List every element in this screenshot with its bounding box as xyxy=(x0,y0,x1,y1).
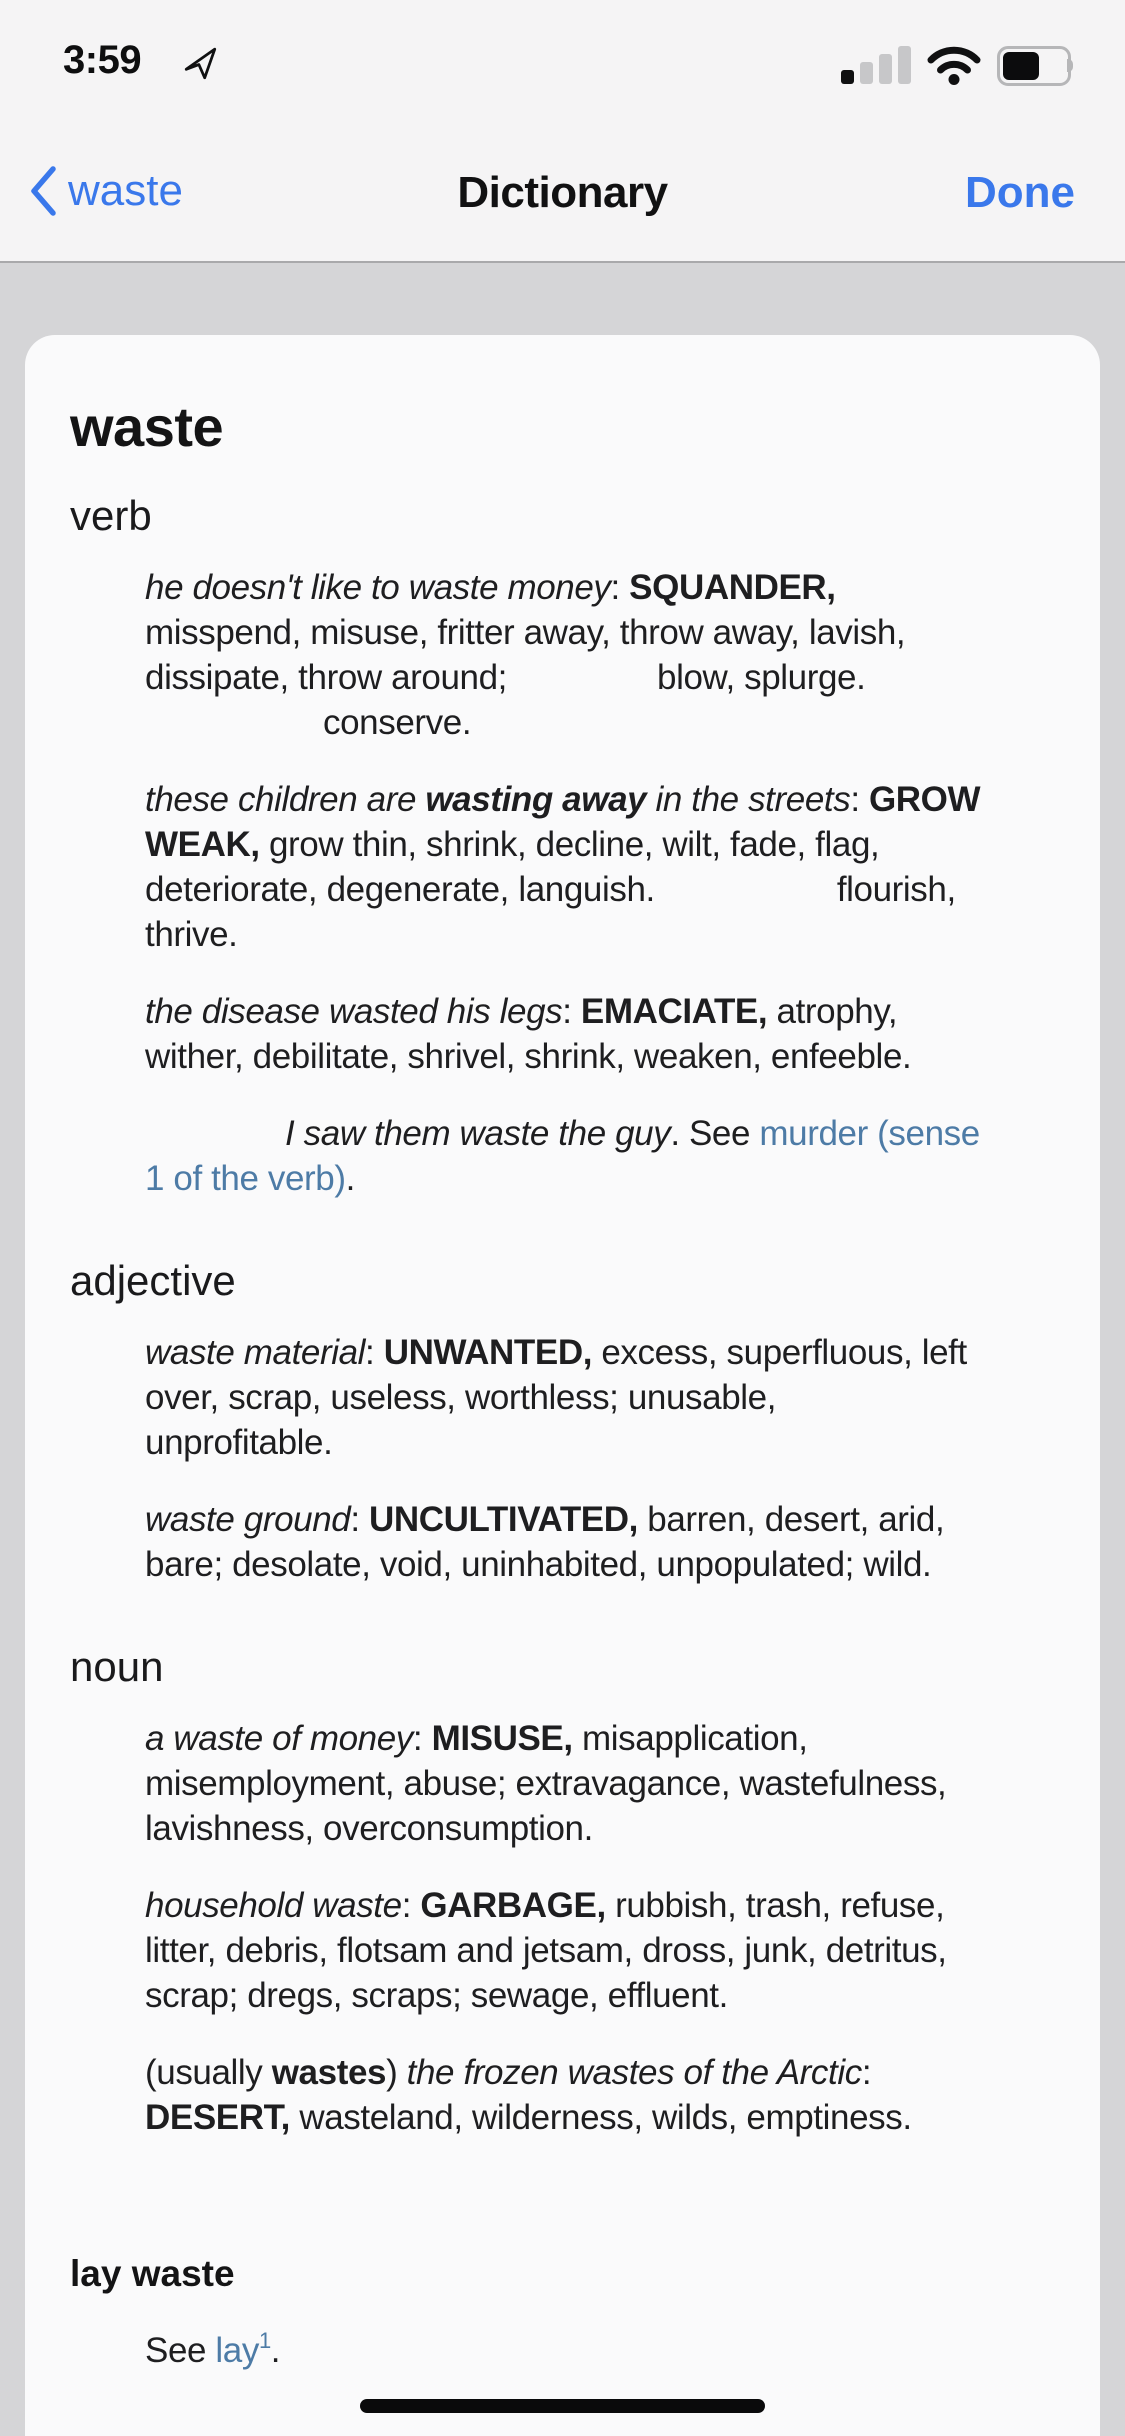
text-segment: thrive. xyxy=(145,915,238,954)
sense-line xyxy=(145,1716,1066,1761)
text-segment: . xyxy=(345,1159,355,1198)
sense-line xyxy=(145,2095,1066,2140)
sense-line xyxy=(145,1034,1066,1079)
cellular-signal-icon xyxy=(841,44,911,86)
text-segment: See xyxy=(145,2331,216,2370)
sense-line xyxy=(145,1156,1066,1201)
sense-paragraph xyxy=(145,989,1066,1079)
cross-reference-link[interactable]: 1 xyxy=(258,2328,271,2353)
sense-line xyxy=(145,610,1066,655)
text-segment: . See xyxy=(670,1114,760,1153)
entry-sections xyxy=(70,491,1066,2373)
cross-reference-link[interactable]: murder (sense xyxy=(759,1114,980,1153)
text-segment: lavishness, overconsumption. xyxy=(145,1809,593,1848)
phrase-block xyxy=(70,2250,1066,2373)
text-segment: : xyxy=(401,1886,421,1925)
text-segment: excess, superfluous, left xyxy=(592,1333,967,1372)
sense-paragraph xyxy=(145,1883,1066,2018)
sense-line xyxy=(145,1375,1066,1420)
text-segment: blow, splurge. xyxy=(657,658,866,697)
text-segment: these children are xyxy=(145,780,426,819)
sense-line xyxy=(145,1497,1066,1542)
sense-paragraph xyxy=(145,1330,1066,1465)
text-segment: litter, debris, flotsam and jetsam, dross, junk, detritus, xyxy=(145,1931,947,1970)
home-indicator[interactable] xyxy=(360,2399,765,2413)
text-segment: . xyxy=(270,2331,281,2370)
text-segment: : xyxy=(562,992,581,1031)
sense-line xyxy=(145,777,1066,822)
sense-line xyxy=(145,2050,1066,2095)
hidden-label-gap xyxy=(145,733,323,734)
text-segment: the disease wasted his legs xyxy=(145,992,563,1031)
hidden-label-gap xyxy=(145,1144,285,1145)
done-button[interactable]: Done xyxy=(965,168,1075,217)
cross-reference-link[interactable]: lay xyxy=(215,2331,259,2370)
sense-paragraph xyxy=(145,565,1066,745)
phrase-label: lay waste xyxy=(70,2253,235,2294)
back-button-label: waste xyxy=(68,166,183,215)
text-segment: WEAK, xyxy=(145,825,260,864)
text-segment: bare; desolate, void, uninhabited, unpopulated; wild. xyxy=(145,1545,932,1584)
sense-paragraph xyxy=(145,1111,1066,1201)
text-segment: (usually xyxy=(145,2053,272,2092)
text-segment: over, scrap, useless, worthless; unusable, xyxy=(145,1378,777,1417)
text-segment: : xyxy=(350,1500,369,1539)
text-segment: a waste of money xyxy=(145,1719,413,1758)
text-segment: misemployment, abuse; extravagance, wastefulness, xyxy=(145,1764,947,1803)
text-segment: barren, desert, arid, xyxy=(637,1500,945,1539)
text-segment: UNCULTIVATED, xyxy=(369,1500,638,1539)
sense-line xyxy=(145,822,1066,867)
text-segment: household waste xyxy=(145,1886,402,1925)
text-segment: : xyxy=(610,568,630,607)
headword: waste xyxy=(70,395,224,458)
text-segment: UNWANTED, xyxy=(383,1333,593,1372)
sense-line xyxy=(145,867,1066,912)
text-segment: grow thin, shrink, decline, wilt, fade, flag, xyxy=(259,825,880,864)
sense-line xyxy=(145,1330,1066,1375)
status-bar xyxy=(0,30,1125,100)
sense-line xyxy=(145,700,1066,745)
text-segment: : xyxy=(861,2053,872,2092)
sense-line xyxy=(145,1420,1066,1465)
text-segment: in the streets xyxy=(646,780,851,819)
text-segment: flourish, xyxy=(836,870,956,909)
sense-line xyxy=(145,2318,1066,2373)
text-segment: rubbish, trash, refuse, xyxy=(605,1886,945,1925)
text-segment: DESERT, xyxy=(145,2098,291,2137)
sense-paragraph xyxy=(145,1497,1066,1587)
sense-line xyxy=(145,565,1066,610)
text-segment: atrophy, xyxy=(767,992,898,1031)
text-segment: SQUANDER, xyxy=(629,568,836,607)
status-icons xyxy=(841,40,1073,90)
text-segment: : xyxy=(365,1333,384,1372)
wifi-icon xyxy=(925,43,983,87)
text-segment: scrap; dregs, scraps; sewage, effluent. xyxy=(145,1976,728,2015)
text-segment: the frozen wastes of the Arctic xyxy=(406,2053,862,2092)
hidden-label-gap xyxy=(507,688,657,689)
top-chrome xyxy=(0,0,1125,263)
status-time: 3:59 xyxy=(63,38,142,82)
sense-line xyxy=(145,1542,1066,1587)
text-segment: EMACIATE, xyxy=(580,992,768,1031)
location-arrow-icon xyxy=(183,46,219,87)
text-segment: waste ground xyxy=(145,1500,351,1539)
sense-line xyxy=(145,1973,1066,2018)
text-segment: wastes xyxy=(271,2053,387,2092)
sense-paragraph xyxy=(145,1716,1066,1851)
sense-line xyxy=(145,1928,1066,1973)
text-segment: GARBAGE, xyxy=(420,1886,606,1925)
dictionary-entry-card xyxy=(25,335,1100,2436)
hidden-label-gap xyxy=(655,900,837,901)
phrase-definition xyxy=(145,2318,1066,2373)
text-segment: misspend, misuse, fritter away, throw away, lavish, xyxy=(145,613,906,652)
text-segment: waste material xyxy=(145,1333,366,1372)
text-segment: GROW xyxy=(868,780,981,819)
part-of-speech-heading: verb xyxy=(70,492,152,539)
text-segment: wither, debilitate, shrivel, shrink, weaken, enfeeble. xyxy=(145,1037,912,1076)
sense-line xyxy=(145,1761,1066,1806)
text-segment: conserve. xyxy=(323,703,472,742)
part-of-speech-heading: noun xyxy=(70,1643,164,1690)
text-segment: unprofitable. xyxy=(145,1423,333,1462)
text-segment: I saw them waste the guy xyxy=(285,1114,671,1153)
sense-line xyxy=(145,1883,1066,1928)
page-title: Dictionary xyxy=(457,168,668,217)
sense-line xyxy=(145,989,1066,1034)
cross-reference-link[interactable]: 1 of the verb) xyxy=(145,1159,346,1198)
sense-line xyxy=(145,1806,1066,1851)
part-of-speech-heading: adjective xyxy=(70,1257,236,1304)
sense-line xyxy=(145,912,1066,957)
text-segment: MISUSE, xyxy=(431,1719,573,1758)
text-segment: he doesn't like to waste money xyxy=(145,568,611,607)
text-segment: misapplication, xyxy=(572,1719,808,1758)
text-segment: : xyxy=(412,1719,432,1758)
text-segment: dissipate, throw around; xyxy=(145,658,508,697)
sense-line xyxy=(145,1111,1066,1156)
nav-bar xyxy=(0,130,1125,261)
sense-paragraph xyxy=(145,2050,1066,2140)
text-segment: wasting away xyxy=(425,780,647,819)
text-segment: : xyxy=(850,780,869,819)
sense-paragraph xyxy=(145,777,1066,957)
sense-line xyxy=(145,655,1066,700)
battery-icon xyxy=(997,46,1073,84)
text-segment: deteriorate, degenerate, languish. xyxy=(145,870,655,909)
text-segment: wasteland, wilderness, wilds, emptiness. xyxy=(290,2098,912,2137)
text-segment: ) xyxy=(386,2053,407,2092)
